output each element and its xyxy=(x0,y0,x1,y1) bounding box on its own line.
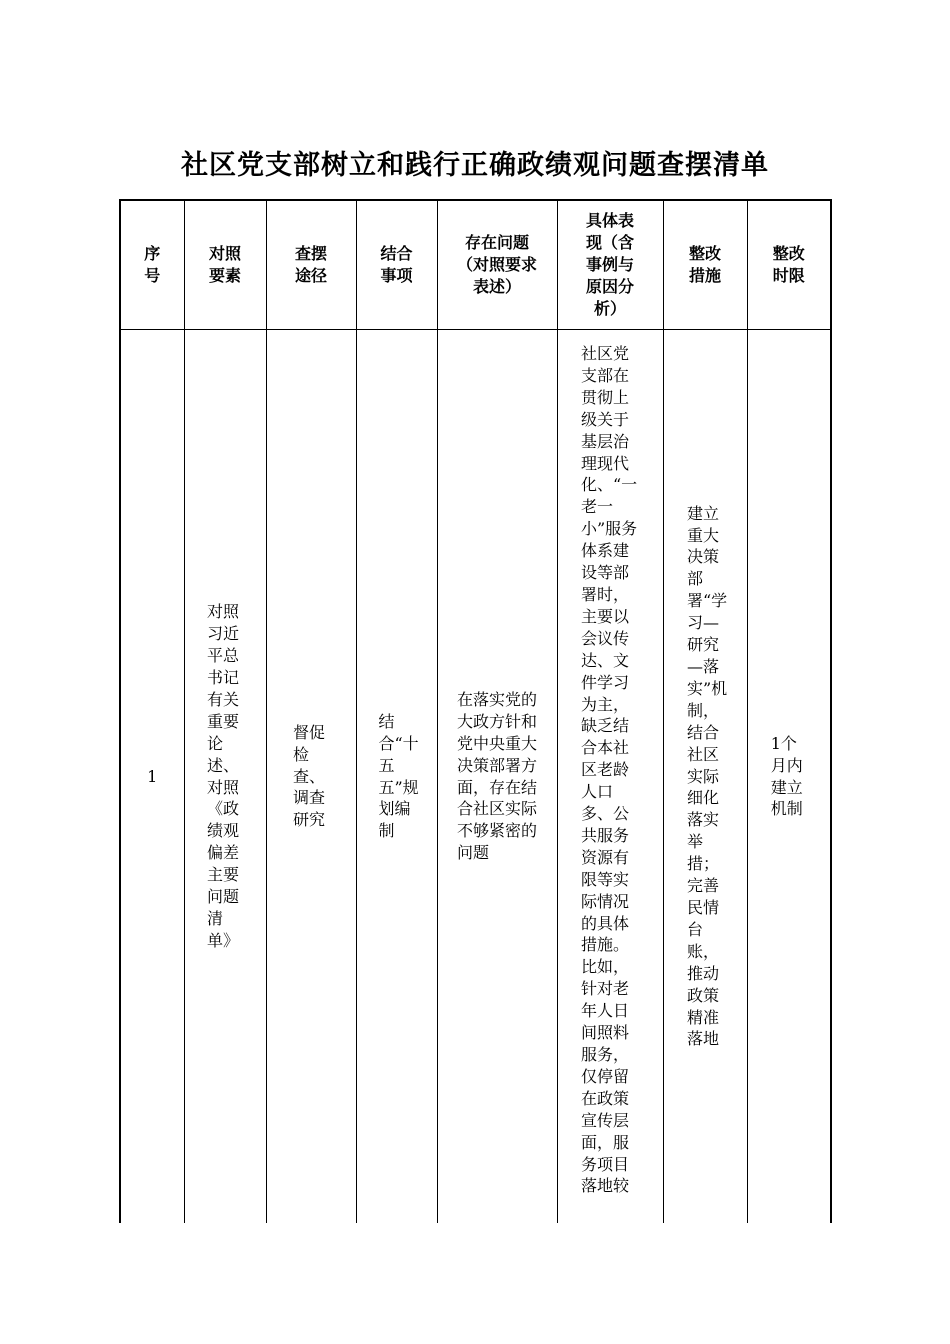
header-method: 查摆途径 xyxy=(266,200,356,330)
cell-element: 对照习近平总书记有关重要论述、对照《政绩观偏差主要问题清单》 xyxy=(184,330,266,1224)
cell-problem: 在落实党的大政方针和党中央重大决策部署方面，存在结合社区实际不够紧密的问题 xyxy=(437,330,557,1224)
table-row xyxy=(120,330,831,1224)
cell-deadline: 1个月内建立机制 xyxy=(747,330,831,1224)
header-matter: 结合事项 xyxy=(356,200,437,330)
header-deadline: 整改时限 xyxy=(747,200,831,330)
header-measure: 整改措施 xyxy=(663,200,747,330)
table-header-row xyxy=(120,200,831,330)
header-detail: 具体表现（含事例与原因分析） xyxy=(557,200,663,330)
problem-list-table xyxy=(119,199,832,1223)
cell-method: 督促检查、调查研究 xyxy=(266,330,356,1224)
page-title: 社区党支部树立和践行正确政绩观问题查摆清单 xyxy=(181,150,769,181)
header-seq: 序号 xyxy=(120,200,184,330)
cell-seq: 1 xyxy=(120,330,184,1224)
cell-detail: 社区党支部在贯彻上级关于基层治理现代化、“一老一小”服务体系建设等部署时，主要以会议传达、文件学习为主，缺乏结合本社区老龄人口多、公共服务资源有限等实际情况的具体措施。比如，针对老年人日间照料服务，仅停留在政策宣传层面，服务项目落地较 xyxy=(557,330,663,1224)
header-element: 对照要素 xyxy=(184,200,266,330)
cell-measure: 建立重大决策部署“学习—研究—落实”机制，结合社区实际细化落实举措；完善民情台账，推动政策精准落地 xyxy=(663,330,747,1224)
header-problem: 存在问题（对照要求表述） xyxy=(437,200,557,330)
cell-matter: 结合“十五五”规划编制 xyxy=(356,330,437,1224)
